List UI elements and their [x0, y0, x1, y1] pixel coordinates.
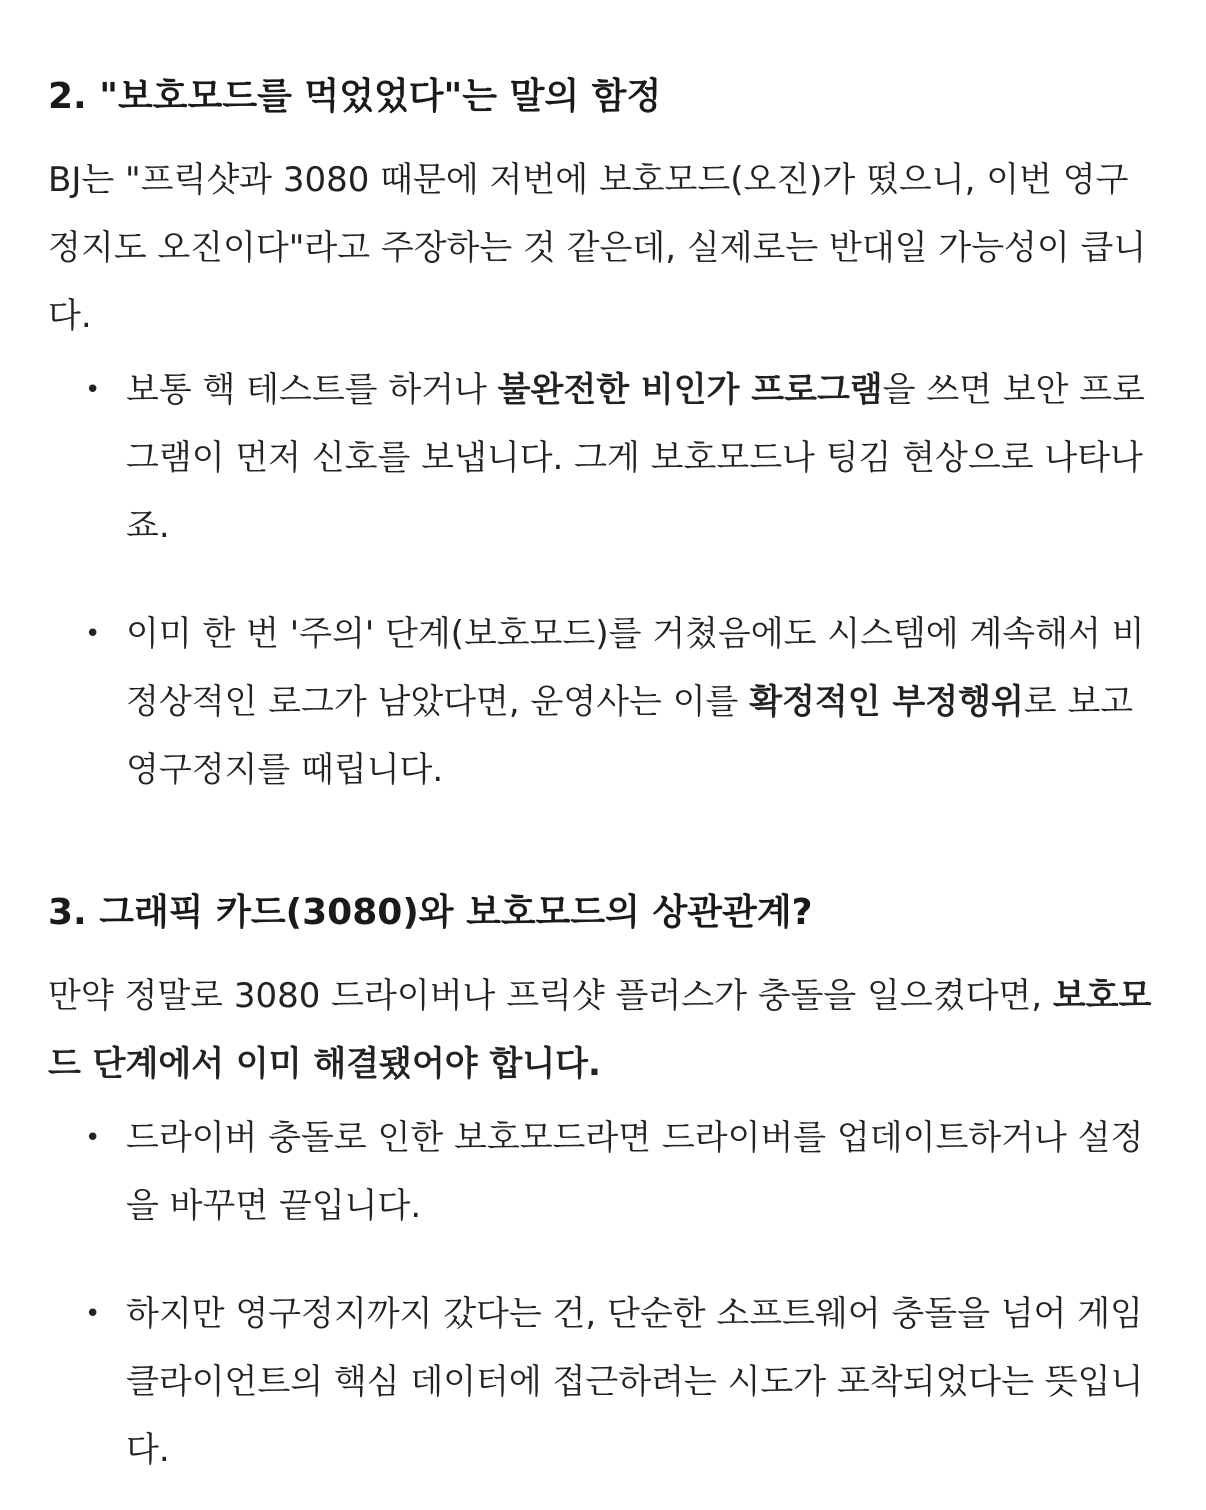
list-item-emphasis: 확정적인 부정행위: [749, 682, 1024, 722]
paragraph-text: 만약 정말로 3080 드라이버나 프릭샷 플러스가 충돌을 일으켰다면,: [48, 976, 1053, 1016]
list-item: [48, 600, 1158, 804]
section-3-bullet-list: [48, 1104, 1158, 1484]
list-item: [48, 1104, 1158, 1240]
list-item-text: 보통 핵 테스트를 하거나: [126, 370, 498, 410]
paragraph-emphasis: 보호모드 단계에서 이미 해결됐어야 합니다.: [48, 976, 1152, 1084]
section-2-paragraph: BJ는 "프릭샷과 3080 때문에 저번에 보호모드(오진)가 떴으니, 이번 영구정지도 오진이다"라고 주장하는 것 같은데, 실제로는 반대일 가능성이 큽니다.: [48, 160, 1147, 336]
list-item-text: 하지만 영구정지까지 갔다는 건, 단순한 소프트웨어 충돌을 넘어 게임 클라이언트의 핵심 데이터에 접근하려는 시도가 포착되었다는 뜻입니다.: [126, 1294, 1144, 1470]
section-heading-3: 3. 그래픽 카드(3080)와 보호모드의 상관관계?: [48, 892, 813, 933]
bullet-icon: •: [85, 1299, 101, 1329]
bullet-icon: •: [85, 375, 101, 405]
section-heading-2: 2. "보호모드를 먹었었다"는 말의 함정: [48, 76, 662, 117]
list-item-emphasis: 불완전한 비인가 프로그램: [497, 370, 883, 410]
list-item-text: 이미 한 번 '주의' 단계(보호모드)를 거쳤음에도 시스템에 계속해서 비정상적인 로그가 남았다면, 운영사는 이를: [126, 614, 1145, 722]
list-item-text: 을 쓰면 보안 프로그램이 먼저 신호를 보냅니다. 그게 보호모드나 팅김 현상으로 나타나죠.: [126, 370, 1145, 546]
list-item: [48, 356, 1158, 560]
list-item: [48, 1280, 1158, 1484]
bullet-icon: •: [85, 1123, 101, 1153]
section-3-paragraph: [48, 962, 1158, 1098]
section-2-bullet-list: [48, 356, 1158, 804]
bullet-icon: •: [85, 619, 101, 649]
list-item-text: 드라이버 충돌로 인한 보호모드라면 드라이버를 업데이트하거나 설정을 바꾸면 끝입니다.: [126, 1118, 1144, 1226]
list-item-text: 로 보고 영구정지를 때립니다.: [126, 682, 1134, 790]
